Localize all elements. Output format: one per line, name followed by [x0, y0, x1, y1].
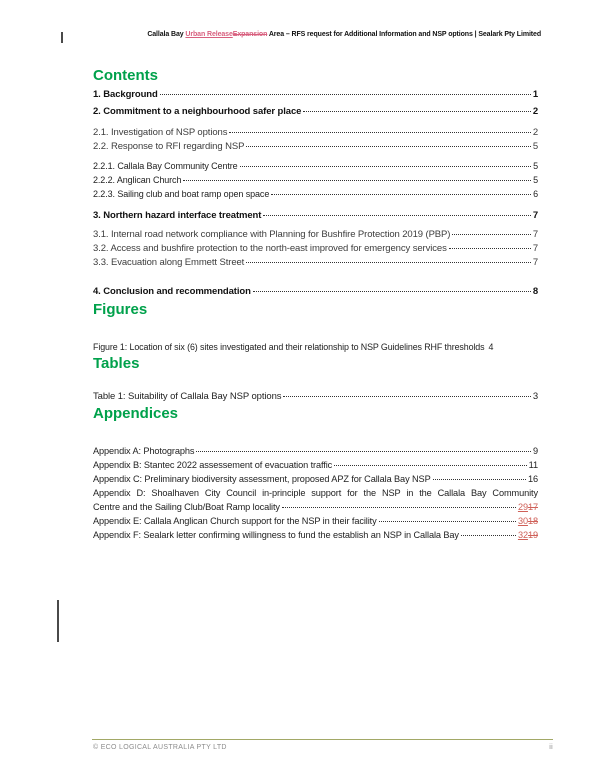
appendix-entry[interactable] [93, 486, 538, 500]
toc-entry[interactable] [93, 140, 538, 154]
toc-entry-label: 3. Northern hazard interface treatment [93, 210, 262, 221]
toc-entry[interactable] [93, 228, 538, 242]
toc-entry-page: 7 [532, 257, 538, 268]
appendix-entry-label: Appendix A: Photographs [93, 446, 195, 456]
toc-entry-label: 2. Commitment to a neighbourhood safer place [93, 106, 302, 117]
tables-list [93, 390, 538, 404]
toc-entry[interactable] [93, 207, 538, 224]
toc-leader-dots [240, 166, 532, 167]
header-title-text [147, 31, 541, 38]
appendix-entry[interactable] [93, 528, 538, 542]
toc-entry[interactable] [93, 103, 538, 120]
toc-leader-dots [160, 94, 531, 95]
appendices-heading: Appendices [93, 405, 179, 422]
toc-entry-label: 1. Background [93, 89, 158, 100]
toc-entry[interactable] [93, 283, 538, 300]
figure-entry[interactable] [93, 340, 538, 354]
toc-entry[interactable] [93, 173, 538, 187]
appendix-entry-label: Appendix F: Sealark letter confirming willingness to fund the establish an NSP in Callala Bay [93, 530, 459, 540]
toc-entry[interactable] [93, 126, 538, 140]
toc-entry-label: 2.2.1. Callala Bay Community Centre [93, 161, 238, 171]
toc-leader-dots [461, 535, 516, 536]
figures-list [93, 340, 538, 354]
appendix-entry-page-inserted: 29 [517, 502, 528, 512]
toc-entry[interactable] [93, 187, 538, 201]
figure-entry-label: Figure 1: Location of six (6) sites investigated and their relationship to NSP Guidelines RHF thresholds [93, 342, 485, 352]
appendix-entry-label: Appendix D: Shoalhaven City Council in-principle support for the NSP in the Callala Bay Community [93, 488, 538, 498]
toc-entry-label: 2.2.3. Sailing club and boat ramp open space [93, 189, 270, 199]
footer-page-number: ii [549, 744, 553, 751]
appendix-entry[interactable] [93, 458, 538, 472]
header-prefix: Callala Bay [147, 31, 186, 38]
toc-entry[interactable] [93, 256, 538, 270]
tracked-change-bar-header [61, 32, 63, 43]
toc-leader-dots [263, 215, 531, 216]
toc-entry-label: 3.1. Internal road network compliance with Planning for Bushfire Protection 2019 (PBP) [93, 229, 451, 240]
toc-leader-dots [196, 451, 531, 452]
appendix-entry-label: Appendix E: Callala Anglican Church support for the NSP in their facility [93, 516, 377, 526]
appendix-entry-label: Centre and the Sailing Club/Boat Ramp locality [93, 502, 280, 512]
toc-leader-dots [452, 234, 530, 235]
appendix-entry[interactable] [93, 472, 538, 486]
appendix-entry[interactable] [93, 444, 538, 458]
tracked-change-bar-appendices [57, 600, 59, 642]
toc-leader-dots [229, 132, 530, 133]
toc-entry-label: 3.2. Access and bushfire protection to the north-east improved for emergency services [93, 243, 447, 254]
toc-leader-dots [379, 521, 516, 522]
toc-entry-label: 2.1. Investigation of NSP options [93, 127, 228, 138]
header-inserted-text: Urban Release [185, 31, 233, 38]
toc-list [93, 86, 538, 300]
toc-entry-page: 6 [533, 189, 538, 199]
appendix-entry-page-inserted: 32 [517, 530, 528, 540]
toc-entry[interactable] [93, 159, 538, 173]
toc-entry-page: 7 [532, 243, 538, 254]
table-entry-label: Table 1: Suitability of Callala Bay NSP options [93, 391, 282, 402]
appendix-entry-continued[interactable] [93, 500, 538, 514]
appendix-entry-label: Appendix B: Stantec 2022 assessement of evacuation traffic [93, 460, 333, 470]
toc-leader-dots [246, 146, 530, 147]
appendix-entry-label: Appendix C: Preliminary biodiversity assessment, proposed APZ for Callala Bay NSP [93, 474, 431, 484]
appendix-entry-page: 16 [527, 474, 538, 484]
table-entry-page: 3 [532, 391, 538, 402]
toc-leader-dots [283, 396, 530, 397]
toc-entry-label: 4. Conclusion and recommendation [93, 286, 251, 297]
toc-entry-label: 3.3. Evacuation along Emmett Street [93, 257, 245, 268]
toc-entry-label: 2.2. Response to RFI regarding NSP [93, 141, 245, 152]
toc-entry-page: 7 [532, 210, 538, 221]
figures-heading: Figures [93, 301, 148, 318]
toc-entry-page: 2 [532, 127, 538, 138]
toc-entry-page: 5 [533, 175, 538, 185]
appendix-entry-page: 9 [532, 446, 538, 456]
toc-entry-page: 1 [532, 89, 538, 100]
header-suffix: Area – RFS request for Additional Information and NSP options | Sealark Pty Limited [267, 31, 541, 38]
document-header [90, 31, 541, 38]
figure-entry-page: 4 [488, 342, 494, 352]
toc-leader-dots [271, 194, 531, 195]
toc-leader-dots [433, 479, 526, 480]
appendix-entry-page-deleted: 18 [527, 516, 538, 526]
contents-heading: Contents [93, 67, 158, 84]
toc-entry-page: 5 [532, 141, 538, 152]
toc-entry-page: 5 [533, 161, 538, 171]
appendix-entry-page-inserted: 30 [517, 516, 528, 526]
footer-copyright: © ECO LOGICAL AUSTRALIA PTY LTD [93, 744, 227, 751]
tables-heading: Tables [93, 355, 140, 372]
appendix-entry-page: 11 [528, 460, 538, 470]
toc-leader-dots [282, 507, 516, 508]
toc-entry-label: 2.2.2. Anglican Church [93, 175, 182, 185]
document-footer [93, 744, 553, 751]
appendix-entry-page-deleted: 19 [527, 530, 538, 540]
toc-leader-dots [253, 291, 531, 292]
appendices-list [93, 444, 538, 542]
appendix-entry[interactable] [93, 514, 538, 528]
toc-entry-page: 2 [532, 106, 538, 117]
toc-leader-dots [449, 248, 531, 249]
toc-entry[interactable] [93, 86, 538, 103]
toc-leader-dots [334, 465, 526, 466]
content-column [93, 66, 538, 542]
toc-leader-dots [303, 111, 530, 112]
appendix-entry-page-deleted: 17 [527, 502, 538, 512]
header-deleted-text: Expansion [232, 31, 268, 38]
table-entry[interactable] [93, 390, 538, 404]
toc-entry-page: 7 [532, 229, 538, 240]
toc-entry[interactable] [93, 242, 538, 256]
toc-entry-page: 8 [532, 286, 538, 297]
footer-rule [92, 739, 553, 740]
toc-leader-dots [183, 180, 531, 181]
toc-leader-dots [246, 262, 531, 263]
